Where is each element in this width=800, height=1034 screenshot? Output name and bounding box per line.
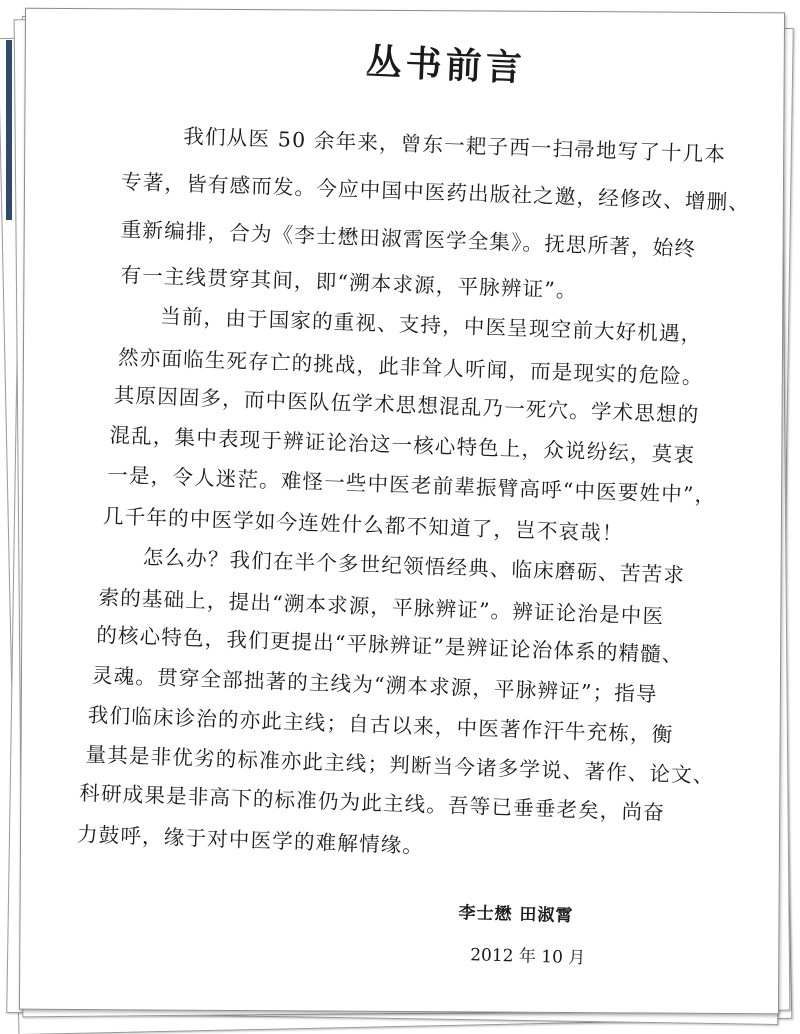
text-line: 一是，令人迷茫。难怪一些中医老前辈振臂高呼“中医要姓中”， bbox=[106, 462, 717, 508]
text-line: 索的基础上，提出“溯本求源，平脉辨证”。辨证论治是中医 bbox=[98, 585, 665, 629]
document-date: 2012 年 10 月 bbox=[469, 945, 586, 969]
text-line: 几千年的中医学如今连姓什么都不知道了，岂不哀哉！ bbox=[102, 503, 624, 546]
text-line: 科研成果是非高下的标准仍为此主线。吾等已垂垂老矣，尚奋 bbox=[78, 780, 666, 825]
text-line: 力鼓呼，缘于对中医学的难解情缘。 bbox=[76, 822, 425, 858]
text-line: 混乱，集中表现于辨证论治这一核心特色上，众说纷纭，莫衷 bbox=[109, 423, 696, 467]
page-title: 丛书前言 bbox=[364, 41, 527, 90]
text-line: 当前，由于国家的重视、支持，中医呈现空前大好机遇， bbox=[159, 303, 703, 347]
text-line: 重新编排，合为《李士懋田淑霄医学全集》。抚思所著，始终 bbox=[120, 217, 697, 261]
text-line: 量其是非优劣的标准亦此主线；判断当今诸多学说、著作、论文、 bbox=[85, 742, 715, 788]
cover-edge-left bbox=[6, 40, 12, 220]
text-line: 其原因固多，而中医队伍学术思想混乱乃一死穴。学术思想的 bbox=[113, 383, 700, 427]
document-page bbox=[19, 8, 785, 1015]
text-line: 专著，皆有感而发。今应中国中医药出版社之邀，经修改、增删、 bbox=[120, 169, 751, 215]
text-line: 的核心特色，我们更提出“平脉辨证”是辨证论治体系的精髓、 bbox=[95, 622, 684, 667]
author-signature: 李士懋 田淑霄 bbox=[458, 903, 574, 927]
text-line: 灵魂。贯穿全部拙著的主线为“溯本求源，平脉辨证”；指导 bbox=[91, 663, 659, 707]
text-line: 有一主线贯穿其间，即“溯本求源，平脉辨证”。 bbox=[120, 262, 579, 303]
text-line: 我们临床诊治的亦此主线；自古以来，中医著作汗牛充栋，衡 bbox=[87, 702, 674, 747]
text-line: 然亦面临生死存亡的挑战，此非耸人听闻，而是现实的危险。 bbox=[117, 345, 705, 390]
text-line: 我们从医 50 余年来，曾东一耙子西一扫帚地写了十几本 bbox=[182, 124, 727, 167]
text-line: 怎么办？我们在半个多世纪领悟经典、临床磨砺、苦苦求 bbox=[142, 544, 686, 588]
